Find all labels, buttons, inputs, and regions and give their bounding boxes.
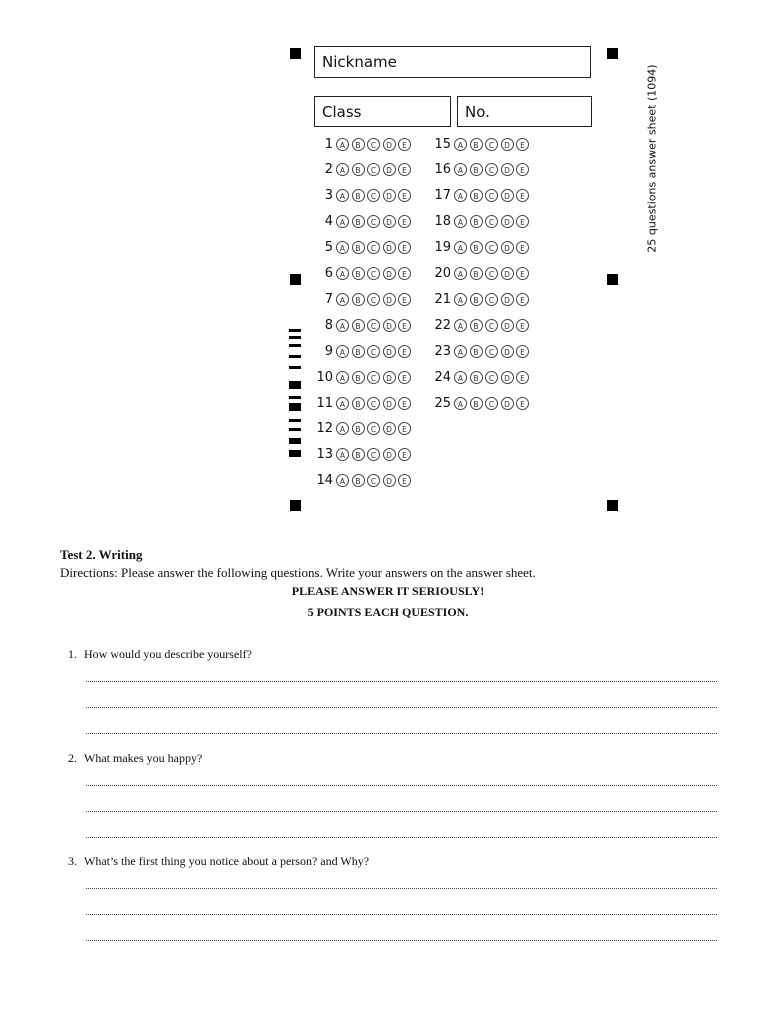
answer-row (313, 341, 414, 361)
answer-bubble-c[interactable]: C (367, 345, 380, 358)
answer-bubble-e[interactable]: E (398, 448, 411, 461)
answer-bubble-d[interactable]: D (501, 293, 514, 306)
answer-bubble-b[interactable]: B (470, 397, 483, 410)
answer-bubble-c[interactable]: C (367, 163, 380, 176)
question-number-label: 25 (434, 395, 451, 411)
nickname-field[interactable] (314, 46, 591, 78)
question-number-label: 20 (434, 266, 451, 281)
class-field[interactable] (314, 96, 451, 127)
answer-bubble-b[interactable]: B (470, 215, 483, 228)
answer-bubble-c[interactable]: C (367, 215, 380, 228)
answer-bubble-e[interactable]: E (516, 293, 529, 306)
answer-row (313, 186, 414, 206)
answer-bubble-e[interactable]: E (398, 189, 411, 202)
answer-line[interactable] (86, 681, 717, 682)
question-3 (68, 854, 369, 869)
answer-row (431, 315, 532, 335)
question-number-label: 4 (324, 214, 333, 230)
notice-seriously: PLEASE ANSWER IT SERIOUSLY! (291, 584, 485, 598)
answer-bubble-e[interactable]: E (516, 215, 529, 228)
question-number-label: 9 (324, 343, 333, 359)
registration-mark-mid-right (607, 274, 618, 285)
answer-bubble-c[interactable]: C (485, 189, 498, 202)
answer-bubble-b[interactable]: B (352, 215, 365, 228)
answer-line[interactable] (86, 811, 717, 812)
answer-row (431, 186, 532, 206)
registration-mark-bottom-right (607, 500, 618, 511)
number-label: No. (465, 103, 490, 121)
answer-bubble-b[interactable]: B (352, 319, 365, 332)
question-number-label: 14 (316, 473, 333, 489)
answer-bubble-b[interactable]: B (470, 319, 483, 332)
question-number: 3. (68, 854, 77, 868)
answer-bubble-d[interactable]: D (383, 448, 396, 461)
question-number-label: 5 (324, 240, 333, 256)
answer-bubble-a[interactable]: A (336, 474, 349, 487)
answer-row (431, 367, 532, 387)
answer-bubble-e[interactable]: E (516, 267, 529, 280)
answer-bubble-c[interactable]: C (367, 241, 380, 254)
class-label: Class (322, 103, 362, 121)
answer-bubble-d[interactable]: D (383, 267, 396, 280)
answer-bubble-a[interactable]: A (336, 241, 349, 254)
answer-bubble-a[interactable]: A (336, 293, 349, 306)
answer-row (313, 471, 414, 491)
number-field[interactable] (457, 96, 592, 127)
answer-bubble-a[interactable]: A (336, 422, 349, 435)
test-directions: Directions: Please answer the following questions. Write your answers on the answer sheet. (60, 565, 536, 580)
answer-bubble-e[interactable]: E (398, 474, 411, 487)
question-number-label: 3 (324, 188, 333, 204)
answer-bubble-a[interactable]: A (454, 138, 467, 151)
answer-bubble-c[interactable]: C (485, 371, 498, 384)
answer-bubble-a[interactable]: A (336, 345, 349, 358)
answer-bubble-d[interactable]: D (383, 189, 396, 202)
answer-bubble-a[interactable]: A (336, 189, 349, 202)
question-number-label: 16 (434, 162, 451, 178)
answer-row (313, 315, 414, 335)
answer-bubble-c[interactable]: C (367, 448, 380, 461)
answer-bubble-b[interactable]: B (470, 293, 483, 306)
answer-bubble-e[interactable]: E (516, 241, 529, 254)
answer-bubble-c[interactable]: C (485, 397, 498, 410)
answer-bubble-b[interactable]: B (352, 397, 365, 410)
registration-mark-bottom-left (290, 500, 301, 511)
answer-bubble-d[interactable]: D (501, 163, 514, 176)
answer-bubble-b[interactable]: B (470, 345, 483, 358)
answer-sheet-side-label: 25 questions answer sheet (1094) (645, 64, 659, 253)
answer-line[interactable] (86, 707, 717, 708)
answer-bubble-c[interactable]: C (367, 189, 380, 202)
answer-row (431, 238, 532, 258)
answer-bubble-b[interactable]: B (352, 163, 365, 176)
answer-bubble-d[interactable]: D (501, 189, 514, 202)
answer-bubble-e[interactable]: E (398, 371, 411, 384)
answer-bubble-a[interactable]: A (336, 138, 349, 151)
answer-bubble-d[interactable]: D (383, 319, 396, 332)
answer-row (431, 289, 532, 309)
answer-bubble-c[interactable]: C (485, 241, 498, 254)
registration-mark-top-right (607, 48, 618, 59)
question-1 (68, 647, 252, 662)
answer-bubble-e[interactable]: E (516, 345, 529, 358)
answer-bubble-b[interactable]: B (352, 138, 365, 151)
answer-bubble-b[interactable]: B (470, 163, 483, 176)
answer-bubble-b[interactable]: B (352, 345, 365, 358)
question-number-label: 12 (316, 421, 333, 437)
answer-bubble-d[interactable]: D (501, 319, 514, 332)
answer-bubble-d[interactable]: D (383, 474, 396, 487)
answer-bubble-c[interactable]: C (367, 371, 380, 384)
answer-row (431, 134, 532, 154)
answer-bubble-a[interactable]: A (454, 371, 467, 384)
answer-line[interactable] (86, 914, 717, 915)
answer-bubble-b[interactable]: B (352, 267, 365, 280)
answer-bubble-c[interactable]: C (485, 319, 498, 332)
answer-bubble-c[interactable]: C (485, 293, 498, 306)
answer-bubble-b[interactable]: B (352, 371, 365, 384)
answer-bubble-b[interactable]: B (470, 241, 483, 254)
answer-bubble-e[interactable]: E (516, 397, 529, 410)
answer-bubble-c[interactable]: C (367, 293, 380, 306)
answer-bubble-c[interactable]: C (485, 267, 498, 280)
answer-bubble-e[interactable]: E (398, 163, 411, 176)
answer-row (313, 212, 414, 232)
question-number: 2. (68, 751, 77, 765)
answer-bubble-e[interactable]: E (398, 138, 411, 151)
answer-bubble-b[interactable]: B (352, 474, 365, 487)
question-number-label: 1 (324, 136, 333, 152)
answer-bubble-d[interactable]: D (383, 345, 396, 358)
answer-bubble-c[interactable]: C (485, 138, 498, 151)
answer-bubble-e[interactable]: E (516, 371, 529, 384)
question-number-label: 19 (434, 240, 451, 256)
answer-bubble-e[interactable]: E (516, 189, 529, 202)
answer-bubble-c[interactable]: C (367, 422, 380, 435)
answer-bubble-d[interactable]: D (501, 345, 514, 358)
answer-bubble-a[interactable]: A (336, 215, 349, 228)
answer-line[interactable] (86, 733, 717, 734)
answer-row (313, 289, 414, 309)
answer-bubble-b[interactable]: B (470, 267, 483, 280)
question-number-label: 23 (434, 343, 451, 359)
answer-bubble-d[interactable]: D (501, 371, 514, 384)
question-text: How would you describe yourself? (84, 647, 252, 661)
answer-bubble-d[interactable]: D (383, 241, 396, 254)
answer-bubble-a[interactable]: A (454, 319, 467, 332)
answer-bubble-d[interactable]: D (383, 163, 396, 176)
answer-bubble-d[interactable]: D (501, 215, 514, 228)
answer-row (313, 393, 414, 413)
answer-bubble-a[interactable]: A (336, 163, 349, 176)
answer-row (431, 264, 532, 284)
answer-bubble-a[interactable]: A (336, 319, 349, 332)
answer-bubble-e[interactable]: E (516, 138, 529, 151)
answer-line[interactable] (86, 940, 717, 941)
answer-row (313, 160, 414, 180)
question-number-label: 24 (434, 369, 451, 385)
answer-row (313, 264, 414, 284)
question-number-label: 15 (434, 136, 451, 152)
question-number-label: 18 (434, 214, 451, 230)
answer-bubble-a[interactable]: A (454, 241, 467, 254)
answer-bubble-d[interactable]: D (383, 371, 396, 384)
notice-points: 5 POINTS EACH QUESTION. (307, 605, 469, 619)
answer-bubble-e[interactable]: E (398, 422, 411, 435)
answer-bubble-b[interactable]: B (352, 448, 365, 461)
question-number-label: 22 (434, 317, 451, 333)
answer-line[interactable] (86, 888, 717, 889)
answer-bubble-d[interactable]: D (501, 241, 514, 254)
answer-row (431, 160, 532, 180)
answer-bubble-a[interactable]: A (454, 397, 467, 410)
answer-row (313, 134, 414, 154)
question-number-label: 10 (316, 369, 333, 385)
answer-bubble-a[interactable]: A (454, 189, 467, 202)
answer-bubble-d[interactable]: D (501, 397, 514, 410)
question-2 (68, 751, 202, 766)
answer-bubble-d[interactable]: D (501, 138, 514, 151)
answer-bubble-b[interactable]: B (470, 138, 483, 151)
question-number-label: 6 (324, 266, 333, 281)
answer-bubble-a[interactable]: A (336, 371, 349, 384)
question-number-label: 21 (434, 291, 451, 307)
answer-bubble-d[interactable]: D (501, 267, 514, 280)
answer-row (313, 367, 414, 387)
answer-bubble-d[interactable]: D (383, 138, 396, 151)
answer-bubble-e[interactable]: E (516, 319, 529, 332)
answer-bubble-e[interactable]: E (398, 267, 411, 280)
answer-bubble-b[interactable]: B (352, 189, 365, 202)
answer-bubble-a[interactable]: A (454, 293, 467, 306)
answer-bubble-e[interactable]: E (398, 345, 411, 358)
question-text: What makes you happy? (84, 751, 203, 765)
answer-bubble-b[interactable]: B (352, 293, 365, 306)
answer-bubble-c[interactable]: C (367, 319, 380, 332)
answer-row (313, 419, 414, 439)
registration-mark-mid-left (290, 274, 301, 285)
answer-row (431, 393, 532, 413)
answer-bubble-e[interactable]: E (398, 241, 411, 254)
question-text: What’s the first thing you notice about a person? and Why? (84, 854, 370, 868)
answer-bubble-c[interactable]: C (485, 163, 498, 176)
answer-bubble-a[interactable]: A (336, 267, 349, 280)
answer-bubble-e[interactable]: E (398, 215, 411, 228)
answer-bubble-a[interactable]: A (454, 163, 467, 176)
answer-bubble-c[interactable]: C (485, 345, 498, 358)
answer-bubble-a[interactable]: A (336, 397, 349, 410)
answer-bubble-d[interactable]: D (383, 293, 396, 306)
answer-bubble-c[interactable]: C (367, 138, 380, 151)
answer-bubble-a[interactable]: A (336, 448, 349, 461)
answer-row (313, 238, 414, 258)
question-number-label: 7 (324, 291, 333, 307)
answer-bubble-e[interactable]: E (398, 293, 411, 306)
answer-bubble-a[interactable]: A (454, 267, 467, 280)
registration-mark-top-left (290, 48, 301, 59)
answer-line[interactable] (86, 837, 717, 838)
test-heading: Test 2. Writing (60, 547, 143, 562)
answer-line[interactable] (86, 785, 717, 786)
answer-bubble-c[interactable]: C (367, 267, 380, 280)
answer-bubble-b[interactable]: B (470, 371, 483, 384)
question-number: 1. (68, 647, 77, 661)
answer-row (431, 341, 532, 361)
answer-row (431, 212, 532, 232)
answer-bubble-b[interactable]: B (470, 189, 483, 202)
question-number-label: 11 (316, 395, 333, 411)
answer-bubble-c[interactable]: C (367, 397, 380, 410)
answer-bubble-b[interactable]: B (352, 422, 365, 435)
answer-row (313, 445, 414, 465)
answer-bubble-e[interactable]: E (398, 397, 411, 410)
answer-bubble-c[interactable]: C (367, 474, 380, 487)
question-number-label: 13 (316, 447, 333, 463)
answer-bubble-e[interactable]: E (516, 163, 529, 176)
question-number-label: 17 (434, 188, 451, 204)
answer-bubble-d[interactable]: D (383, 397, 396, 410)
answer-bubble-e[interactable]: E (398, 319, 411, 332)
nickname-label: Nickname (322, 53, 397, 71)
answer-bubble-a[interactable]: A (454, 345, 467, 358)
answer-bubble-d[interactable]: D (383, 215, 396, 228)
question-number-label: 8 (324, 317, 333, 333)
answer-bubble-a[interactable]: A (454, 215, 467, 228)
question-number-label: 2 (324, 162, 333, 178)
answer-bubble-c[interactable]: C (485, 215, 498, 228)
answer-bubble-b[interactable]: B (352, 241, 365, 254)
answer-bubble-d[interactable]: D (383, 422, 396, 435)
